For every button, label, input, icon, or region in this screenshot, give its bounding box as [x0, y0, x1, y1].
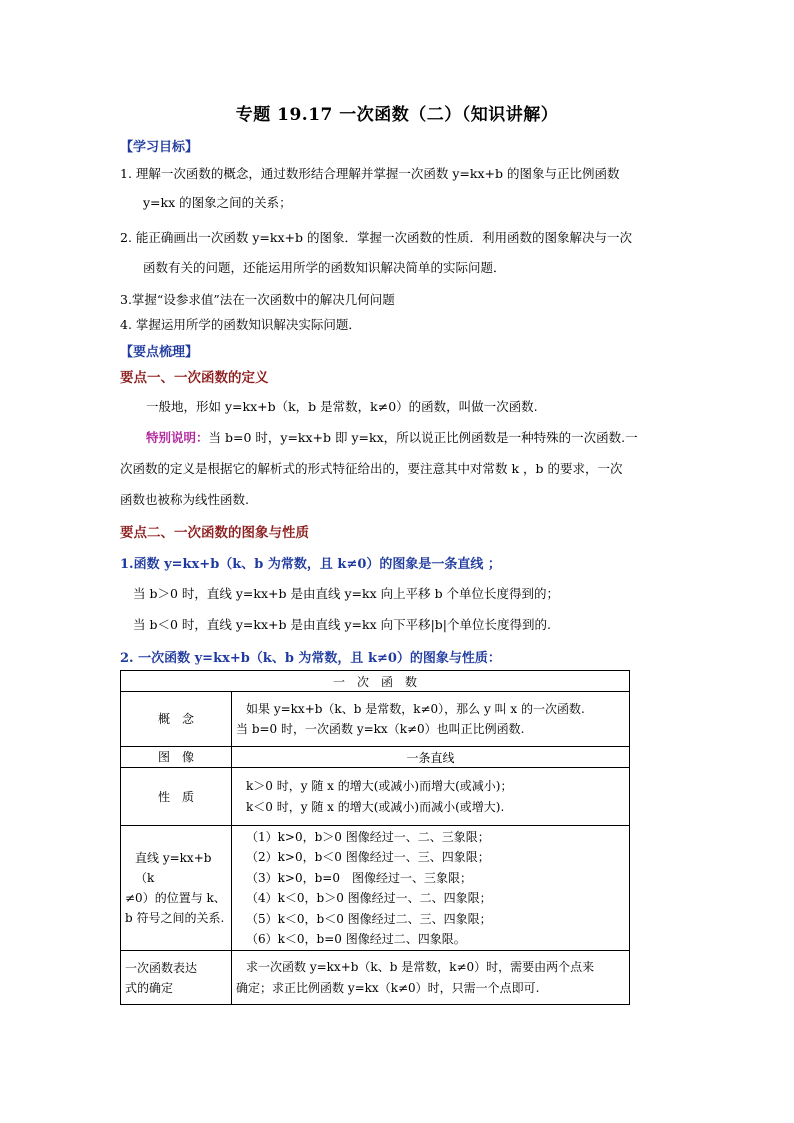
- shift-up-text: 当 b＞0 时，直线 y=kx+b 是由直线 y=kx 向上平移 b 个单位长度得到的；: [133, 586, 560, 601]
- learning-goals-heading: 【学习目标】: [120, 140, 199, 155]
- special-note-text: 当 b=0 时，y=kx+b 即 y=kx，所以说正比例函数是一种特殊的一次函数.一: [208, 430, 638, 445]
- property-cell: [232, 768, 630, 826]
- property-line1: k＞0 时，y 随 x 的增大(或减小)而增大(或减小)；: [246, 779, 513, 793]
- position-label-line2: ≠0）的位置与 k、: [125, 891, 226, 905]
- special-note-line1: [146, 428, 638, 446]
- concept-label: 概 念: [121, 692, 232, 747]
- table-header: 一 次 函 数: [121, 671, 630, 692]
- expression-cell: [232, 951, 630, 1005]
- expression-line2: 确定；求正比例函数 y=kx（k≠0）时，只需一个点即可.: [236, 980, 540, 995]
- expression-line1: 求一次函数 y=kx+b（k、b 是常数，k≠0）时，需要由两个点来: [246, 960, 595, 974]
- point2-title: 要点二、一次函数的图象与性质: [120, 525, 309, 541]
- goal-1-line2: y=kx 的图象之间的关系；: [143, 195, 292, 210]
- image-value: 一条直线: [232, 747, 630, 768]
- table-row: [121, 747, 630, 768]
- expression-label-line1: 一次函数表达: [125, 960, 198, 975]
- goal-1-line1: 1. 理解一次函数的概念，通过数形结合理解并掌握一次函数 y=kx+b 的图象与正比例函数: [120, 166, 620, 181]
- concept-cell: [232, 692, 630, 747]
- quadrant-rule-1: （1）k>0，b＞0 图像经过一、二、三象限；: [246, 829, 490, 844]
- expression-label-line2: 式的确定: [125, 980, 174, 995]
- quadrant-rule-4: （4）k＜0，b＞0 图像经过一、二、四象限；: [246, 891, 492, 905]
- definition-text: 一般地，形如 y=kx+b（k，b 是常数，k≠0）的函数，叫做一次函数.: [146, 399, 538, 414]
- table-row: [121, 951, 630, 1005]
- point1-title: 要点一、一次函数的定义: [120, 370, 269, 386]
- concept-line1: 如果 y=kx+b（k、b 是常数，k≠0），那么 y 叫 x 的一次函数.: [246, 701, 585, 716]
- special-note-line3: 函数也被称为线性函数.: [120, 492, 249, 507]
- quadrant-rule-6: （6）k＜0，b=0 图像经过二、四象限。: [246, 932, 466, 946]
- point2-sub2: 2. 一次函数 y=kx+b（k、b 为常数，且 k≠0）的图象与性质：: [120, 651, 501, 666]
- quadrant-rule-3: （3）k>0，b=0 图像经过一、三象限；: [246, 870, 472, 885]
- page-title: 专题 19.17 一次函数（二）（知识讲解）: [235, 105, 559, 125]
- quadrant-rule-5: （5）k＜0，b＜0 图像经过二、三、四象限；: [246, 911, 492, 926]
- position-label: [121, 826, 232, 951]
- quadrant-rule-2: （2）k>0，b＜0 图像经过一、三、四象限；: [246, 850, 490, 864]
- table-row: [121, 692, 630, 747]
- property-line2: k＜0 时，y 随 x 的增大(或减小)而减小(或增大).: [246, 799, 505, 814]
- shift-down-text: 当 b＜0 时，直线 y=kx+b 是由直线 y=kx 向下平移|b|个单位长度得到的.: [133, 617, 551, 632]
- property-label: 性 质: [121, 768, 232, 826]
- position-cell: [232, 826, 630, 951]
- position-label-line3: b 符号之间的关系.: [125, 911, 225, 925]
- table-row: [121, 768, 630, 826]
- goal-2-line1: 2. 能正确画出一次函数 y=kx+b 的图象．掌握一次函数的性质．利用函数的图象解决与一次: [120, 230, 632, 245]
- goal-2-line2: 函数有关的问题，还能运用所学的函数知识解决简单的实际问题．: [143, 260, 506, 275]
- special-note-label: 特别说明：: [146, 430, 209, 445]
- goal-4: 4. 掌握运用所学的函数知识解决实际问题．: [120, 317, 361, 332]
- key-points-heading: 【要点梳理】: [120, 345, 199, 360]
- special-note-line2: 次函数的定义是根据它的解析式的形式特征给出的，要注意其中对常数 k ，b 的要求，一次: [120, 461, 623, 476]
- expression-label: [121, 951, 232, 1005]
- table-row: [121, 826, 630, 951]
- properties-table: [120, 670, 630, 1005]
- image-label: 图 像: [121, 747, 232, 768]
- position-label-line1: 直线 y=kx+b（k: [135, 851, 212, 885]
- point2-sub1: 1.函数 y=kx+b（k、b 为常数，且 k≠0）的图象是一条直线 ；: [120, 557, 501, 572]
- goal-3: 3.掌握“设参求值”法在一次函数中的解决几何问题: [120, 292, 395, 307]
- table-row: [121, 671, 630, 692]
- concept-line2: 当 b=0 时，一次函数 y=kx（k≠0）也叫正比例函数.: [236, 722, 525, 736]
